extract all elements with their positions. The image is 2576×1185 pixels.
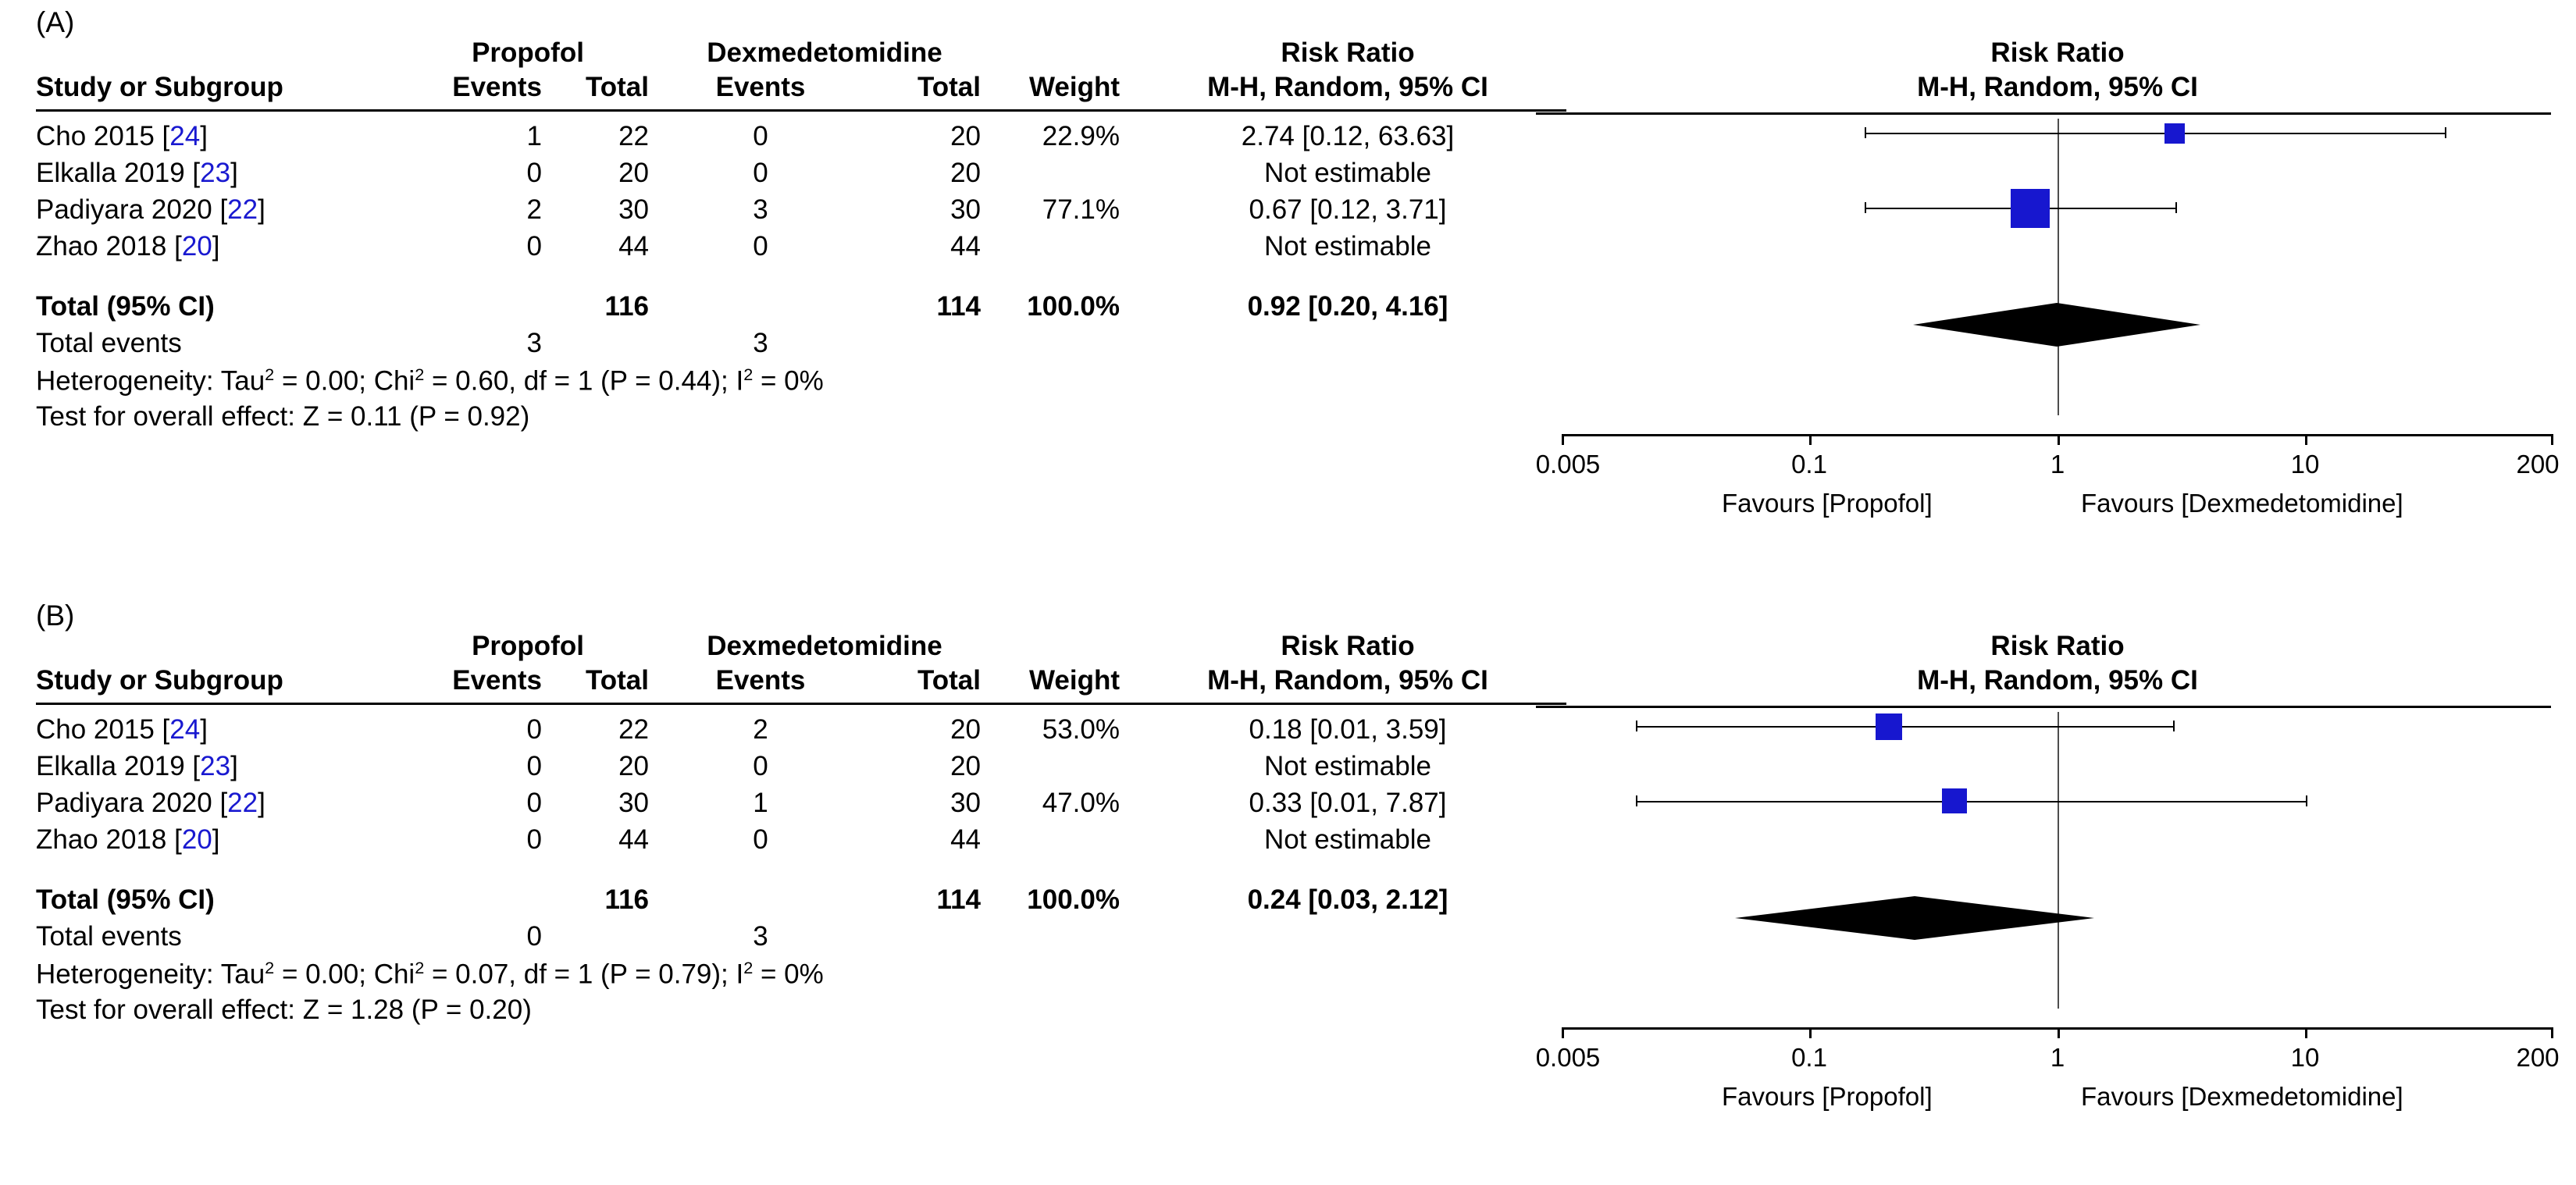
group-header-dexmedetomidine: Dexmedetomidine xyxy=(707,631,942,661)
cell-total-dex: 20 xyxy=(950,714,981,745)
total-events-propofol: 3 xyxy=(526,328,542,358)
reference-link[interactable]: 23 xyxy=(200,158,231,188)
favours-right-label: Favours [Dexmedetomidine] xyxy=(2081,489,2403,518)
total-events-dex: 3 xyxy=(753,328,768,358)
col-weight: Weight xyxy=(1028,72,1120,102)
cell-total-propofol: 22 xyxy=(618,121,649,151)
study-label xyxy=(36,824,219,856)
cell-total-dex: 30 xyxy=(950,194,981,225)
cell-events-dex: 1 xyxy=(753,788,768,818)
effect-marker-box xyxy=(2011,189,2050,228)
study-name: Padiyara 2020 [ xyxy=(36,194,228,225)
cell-events-dex: 0 xyxy=(753,751,768,781)
column-header-row xyxy=(36,72,1566,112)
cell-weight: 53.0% xyxy=(1042,714,1120,745)
group-header-dexmedetomidine: Dexmedetomidine xyxy=(707,37,942,68)
panel-b xyxy=(0,593,2576,1175)
col-weight: Weight xyxy=(1028,665,1120,696)
study-name-end: ] xyxy=(200,121,208,151)
overall-effect-line: Test for overall effect: Z = 0.11 (P = 0.92) xyxy=(36,401,530,432)
ci-cap-left xyxy=(1865,127,1866,138)
x-tick-label: 200 xyxy=(2516,450,2560,479)
x-tick xyxy=(2058,1027,2060,1038)
study-name-end: ] xyxy=(258,788,265,818)
x-tick-label: 0.005 xyxy=(1535,450,1601,479)
heterogeneity-mid: = 0.00; Chi xyxy=(274,959,415,990)
table-row xyxy=(36,788,1566,824)
plot-subtitle: M-H, Random, 95% CI xyxy=(1917,665,2198,696)
study-name: Elkalla 2019 [ xyxy=(36,158,201,188)
x-tick xyxy=(2305,434,2307,445)
x-tick xyxy=(2058,434,2060,445)
table-row xyxy=(36,231,1566,268)
cell-total-propofol: 20 xyxy=(618,751,649,781)
panel-b-table xyxy=(36,631,1566,1031)
confidence-interval-line xyxy=(1865,133,2446,134)
ci-cap-left xyxy=(1636,795,1637,806)
reference-link[interactable]: 22 xyxy=(227,194,258,225)
column-header-row xyxy=(36,665,1566,705)
favours-right-label: Favours [Dexmedetomidine] xyxy=(2081,1082,2403,1111)
x-tick xyxy=(1809,1027,1812,1038)
ci-cap-right xyxy=(2175,202,2177,213)
total-row xyxy=(36,291,1566,328)
cell-events-dex: 3 xyxy=(753,194,768,225)
col-events-dex: Events xyxy=(715,72,806,102)
total-risk-ratio: 0.92 [0.20, 4.16] xyxy=(1247,291,1448,322)
total-events-dex: 3 xyxy=(753,921,768,952)
heterogeneity-mid: = 0.00; Chi xyxy=(274,365,415,397)
total-events-label: Total events xyxy=(36,921,182,952)
study-name-end: ] xyxy=(230,751,238,781)
x-tick-label: 0.005 xyxy=(1535,1043,1601,1072)
table-row xyxy=(36,751,1566,788)
group-header-row xyxy=(36,631,1566,665)
effect-marker-box xyxy=(1876,713,1902,740)
ci-cap-right xyxy=(2445,127,2446,138)
study-name: Padiyara 2020 [ xyxy=(36,788,228,818)
total-row xyxy=(36,884,1566,921)
x-tick-label: 0.1 xyxy=(1791,450,1827,479)
cell-risk-ratio: Not estimable xyxy=(1264,824,1431,855)
x-tick xyxy=(1562,434,1564,445)
col-risk-ratio: M-H, Random, 95% CI xyxy=(1207,665,1488,696)
study-name-end: ] xyxy=(230,158,238,188)
heterogeneity-pre: Heterogeneity: Tau xyxy=(36,959,265,990)
total-events-row xyxy=(36,921,1566,958)
cell-total-dex: 44 xyxy=(950,824,981,855)
col-events-propofol: Events xyxy=(452,665,542,696)
cell-events-dex: 0 xyxy=(753,824,768,855)
panel-a xyxy=(0,0,2576,582)
confidence-interval-line xyxy=(1636,801,2307,802)
study-label xyxy=(36,231,219,262)
study-name: Zhao 2018 [ xyxy=(36,824,182,855)
cell-events-propofol: 2 xyxy=(526,194,542,225)
panel-a-table xyxy=(36,37,1566,438)
x-tick xyxy=(2551,1027,2553,1038)
total-risk-ratio: 0.24 [0.03, 2.12] xyxy=(1247,884,1448,915)
study-label xyxy=(36,714,208,746)
table-row xyxy=(36,158,1566,194)
cell-events-propofol: 0 xyxy=(526,714,542,745)
x-tick xyxy=(2551,434,2553,445)
group-header-row xyxy=(36,37,1566,72)
study-name-end: ] xyxy=(212,824,220,855)
plot-header-rule xyxy=(1536,706,2551,708)
study-label xyxy=(36,751,238,782)
group-header-risk-ratio: Risk Ratio xyxy=(1281,631,1415,661)
x-tick-label: 0.1 xyxy=(1791,1043,1827,1072)
col-study: Study or Subgroup xyxy=(36,665,283,696)
table-row xyxy=(36,121,1566,158)
cell-total-propofol: 30 xyxy=(618,194,649,225)
study-label xyxy=(36,194,265,226)
cell-total-propofol: 44 xyxy=(618,231,649,262)
total-weight: 100.0% xyxy=(1027,291,1120,322)
col-total-propofol: Total xyxy=(585,665,649,696)
reference-link[interactable]: 22 xyxy=(227,788,258,818)
heterogeneity-mid2: = 0.60, df = 1 (P = 0.44); I xyxy=(424,365,744,397)
total-label: Total (95% CI) xyxy=(36,291,215,322)
heterogeneity-end: = 0% xyxy=(753,365,824,397)
cell-total-propofol: 30 xyxy=(618,788,649,818)
panel-a-label: (A) xyxy=(36,6,75,38)
x-tick-label: 200 xyxy=(2516,1043,2560,1072)
cell-risk-ratio: Not estimable xyxy=(1264,751,1431,781)
cell-weight: 22.9% xyxy=(1042,121,1120,151)
col-total-dex: Total xyxy=(917,72,981,102)
col-events-propofol: Events xyxy=(452,72,542,102)
x-tick xyxy=(2305,1027,2307,1038)
plot-title: Risk Ratio xyxy=(1990,37,2125,68)
heterogeneity-line: Heterogeneity: Tau$^2$ = 0.00; Chi$^2$ = 0.07, df = 1 (P = 0.79); $I^2 = 0\%$ xyxy=(36,958,824,990)
x-tick xyxy=(1562,1027,1564,1038)
total-propofol: 116 xyxy=(604,291,649,322)
study-label xyxy=(36,788,265,819)
table-row xyxy=(36,824,1566,861)
reference-link[interactable]: 23 xyxy=(200,751,231,781)
x-tick-label: 1 xyxy=(2050,450,2065,479)
plot-title: Risk Ratio xyxy=(1990,631,2125,661)
col-study: Study or Subgroup xyxy=(36,72,283,102)
effect-marker-box xyxy=(2164,123,2185,144)
study-label xyxy=(36,121,208,152)
table-row xyxy=(36,714,1566,751)
study-name: Cho 2015 [ xyxy=(36,714,170,745)
total-dex: 114 xyxy=(936,884,981,915)
cell-risk-ratio: 2.74 [0.12, 63.63] xyxy=(1241,121,1455,151)
cell-events-propofol: 0 xyxy=(526,788,542,818)
cell-risk-ratio: Not estimable xyxy=(1264,158,1431,188)
cell-total-dex: 20 xyxy=(950,121,981,151)
heterogeneity-line: Heterogeneity: Tau$^2$ = 0.00; Chi$^2$ = 0.60, df = 1 (P = 0.44); $I^2 = 0\%$ xyxy=(36,365,824,397)
total-propofol: 116 xyxy=(604,884,649,915)
study-name-end: ] xyxy=(212,231,220,262)
study-label xyxy=(36,158,238,189)
table-row xyxy=(36,194,1566,231)
total-dex: 114 xyxy=(936,291,981,322)
x-tick-label: 1 xyxy=(2050,1043,2065,1072)
summary-diamond xyxy=(1735,896,2094,940)
plot-header-rule xyxy=(1536,112,2551,115)
cell-total-dex: 20 xyxy=(950,751,981,781)
col-events-dex: Events xyxy=(715,665,806,696)
cell-events-dex: 2 xyxy=(753,714,768,745)
heterogeneity-pre: Heterogeneity: Tau xyxy=(36,365,265,397)
ci-cap-left xyxy=(1865,202,1866,213)
cell-weight: 77.1% xyxy=(1042,194,1120,225)
summary-diamond xyxy=(1913,303,2200,347)
cell-risk-ratio: Not estimable xyxy=(1264,231,1431,262)
study-name: Cho 2015 [ xyxy=(36,121,170,151)
total-events-row xyxy=(36,328,1566,365)
favours-left-label: Favours [Propofol] xyxy=(1722,1082,1933,1111)
group-header-propofol: Propofol xyxy=(472,37,584,68)
null-effect-line xyxy=(2058,119,2059,415)
x-tick xyxy=(1809,434,1812,445)
heterogeneity-mid2: = 0.07, df = 1 (P = 0.79); I xyxy=(424,959,744,990)
panel-b-label: (B) xyxy=(36,600,75,632)
cell-events-propofol: 0 xyxy=(526,751,542,781)
cell-events-propofol: 0 xyxy=(526,824,542,855)
panel-b-forest-plot xyxy=(1535,631,2560,1146)
reference-link[interactable]: 20 xyxy=(181,231,212,262)
cell-total-dex: 30 xyxy=(950,788,981,818)
study-name: Zhao 2018 [ xyxy=(36,231,182,262)
cell-total-dex: 20 xyxy=(950,158,981,188)
plot-subtitle: M-H, Random, 95% CI xyxy=(1917,72,2198,102)
total-weight: 100.0% xyxy=(1027,884,1120,915)
col-total-dex: Total xyxy=(917,665,981,696)
study-name-end: ] xyxy=(200,714,208,745)
study-name: Elkalla 2019 [ xyxy=(36,751,201,781)
ci-cap-right xyxy=(2306,795,2307,806)
effect-marker-box xyxy=(1942,788,1967,813)
cell-weight: 47.0% xyxy=(1042,788,1120,818)
study-name-end: ] xyxy=(258,194,265,225)
reference-link[interactable]: 20 xyxy=(181,824,212,855)
cell-risk-ratio: 0.67 [0.12, 3.71] xyxy=(1249,194,1447,225)
total-label: Total (95% CI) xyxy=(36,884,215,915)
heterogeneity-end: = 0% xyxy=(753,959,824,990)
cell-events-dex: 0 xyxy=(753,231,768,262)
cell-total-propofol: 22 xyxy=(618,714,649,745)
col-risk-ratio: M-H, Random, 95% CI xyxy=(1207,72,1488,102)
group-header-propofol: Propofol xyxy=(472,631,584,661)
cell-events-propofol: 1 xyxy=(526,121,542,151)
confidence-interval-line xyxy=(1636,726,2175,728)
ci-cap-left xyxy=(1636,721,1637,731)
reference-link[interactable]: 24 xyxy=(169,121,201,151)
group-header-risk-ratio: Risk Ratio xyxy=(1281,37,1415,68)
plot-area xyxy=(1562,709,2553,1037)
plot-area xyxy=(1562,116,2553,443)
cell-total-propofol: 20 xyxy=(618,158,649,188)
cell-total-propofol: 44 xyxy=(618,824,649,855)
favours-left-label: Favours [Propofol] xyxy=(1722,489,1933,518)
panel-a-forest-plot xyxy=(1535,37,2560,553)
null-effect-line xyxy=(2058,712,2059,1009)
total-events-propofol: 0 xyxy=(526,921,542,952)
x-tick-label: 10 xyxy=(2290,1043,2320,1072)
col-total-propofol: Total xyxy=(585,72,649,102)
cell-total-dex: 44 xyxy=(950,231,981,262)
cell-events-propofol: 0 xyxy=(526,158,542,188)
overall-effect-line: Test for overall effect: Z = 1.28 (P = 0.20) xyxy=(36,995,532,1025)
ci-cap-right xyxy=(2173,721,2175,731)
x-tick-label: 10 xyxy=(2290,450,2320,479)
reference-link[interactable]: 24 xyxy=(169,714,201,745)
cell-events-dex: 0 xyxy=(753,121,768,151)
cell-risk-ratio: 0.33 [0.01, 7.87] xyxy=(1249,788,1447,818)
cell-risk-ratio: 0.18 [0.01, 3.59] xyxy=(1249,714,1447,745)
cell-events-propofol: 0 xyxy=(526,231,542,262)
total-events-label: Total events xyxy=(36,328,182,358)
cell-events-dex: 0 xyxy=(753,158,768,188)
